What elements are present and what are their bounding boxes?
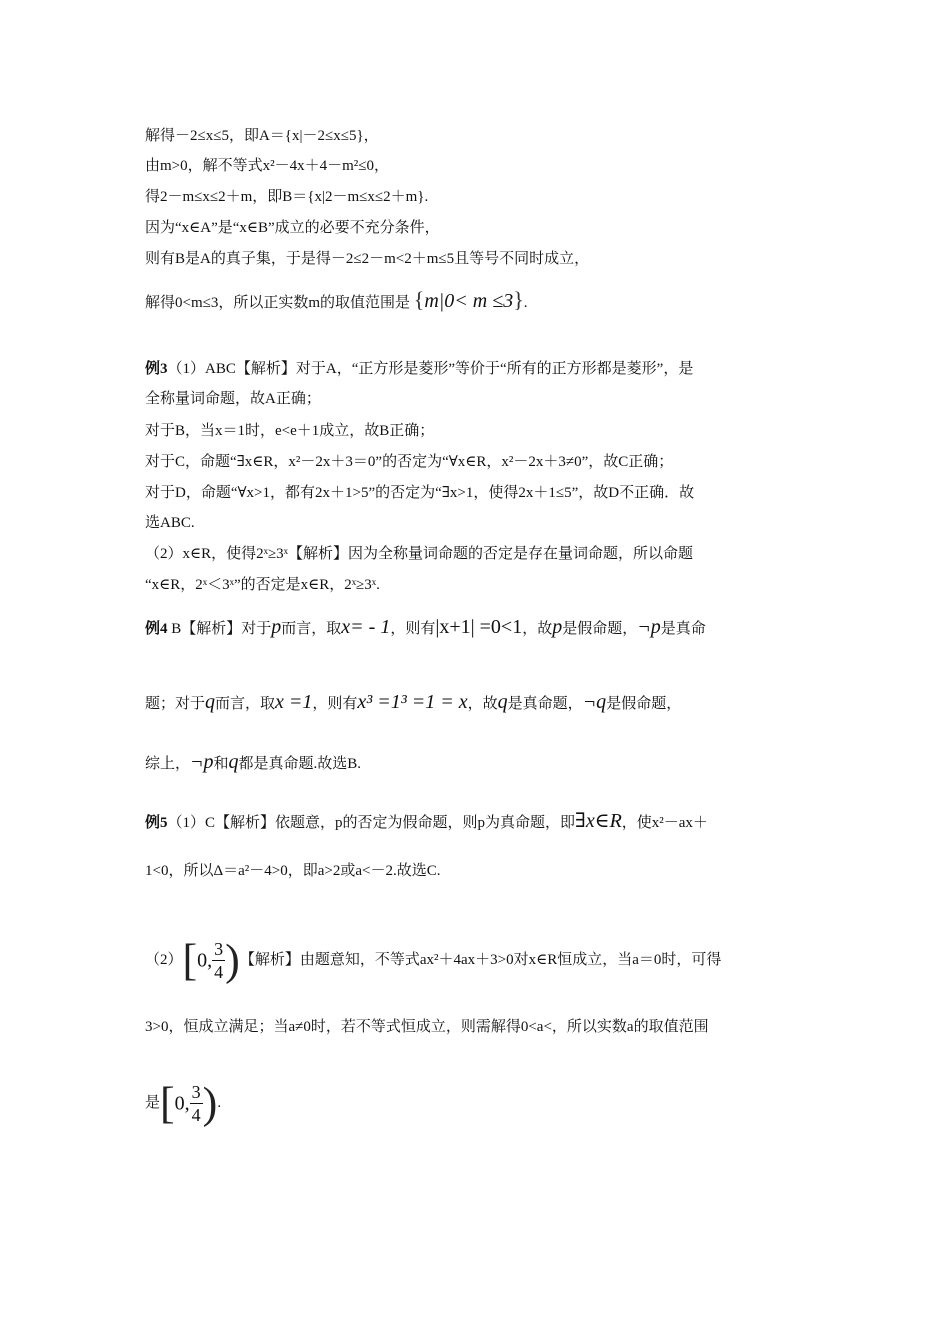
ex4-text-c1: 综上， [145, 756, 191, 772]
set-open-brace: { [413, 287, 425, 312]
fraction-3-4 [212, 938, 225, 983]
right-paren: ) [225, 935, 240, 985]
fraction-numerator-2: 3 [191, 1082, 201, 1103]
var-p-2: p [552, 616, 563, 638]
interval-left-2: 0, [174, 1092, 190, 1115]
math-x-minus-1: x= - 1 [341, 616, 391, 638]
ex4-text-b6: 是假命题， [606, 696, 682, 712]
example-3-line-7: （2）x∈R，使得2ˣ≥3ˣ【解析】因为全称量词命题的否定是存在量词命题，所以命题 [145, 546, 694, 562]
example-3-line-3: 对于B，当x＝1时，e<e＋1成立，故B正确； [145, 423, 435, 439]
example-5-line-4: 3>0，恒成立满足；当a≠0时，若不等式恒成立，则需解得0<a<，所以实数a的取值范围 [145, 1019, 709, 1035]
text-line-1: 解得－2≤x≤5，即A＝{x|－2≤x≤5}， [145, 128, 379, 144]
text-line-4: 因为“x∈A”是“x∈B”成立的必要不充分条件， [145, 220, 440, 236]
fraction-numerator: 3 [214, 939, 224, 960]
ex5-text-a2: ，使x²－ax＋ [621, 815, 708, 831]
left-bracket-2: [ [160, 1078, 175, 1128]
example-3-line-4: 对于C，命题“∃x∈R，x²－2x＋3＝0”的否定为“∀x∈R，x²－2x＋3≠0”，故C正确； [145, 454, 674, 470]
text-line-2: 由m>0，解不等式x²－4x＋4－m²≤0， [145, 158, 390, 174]
range-formula: m|0< m ≤3 [424, 290, 514, 312]
ex4-text-a1: B【解析】对于 [171, 621, 272, 637]
example-4-line-2 [145, 692, 810, 714]
var-not-p: ¬p [637, 616, 661, 638]
ex4-text-b3: ，则有 [312, 696, 358, 712]
ex5-text-d-end: . [217, 1095, 222, 1111]
var-q-2: q [497, 691, 508, 713]
ex4-text-b4: ，故 [467, 696, 498, 712]
example-3-line-1 [145, 359, 810, 379]
var-not-p-2: ¬p [190, 751, 214, 773]
example-5-line-5 [145, 1075, 810, 1132]
var-not-q: ¬q [582, 691, 607, 713]
var-p: p [271, 616, 282, 638]
right-paren-2: ) [202, 1078, 218, 1128]
line6-end: . [523, 295, 528, 311]
example-3-label: 例3 [145, 361, 168, 377]
ex5-text-a1: （1）C【解析】依题意，p的否定为假命题，则p为真命题，即 [167, 815, 576, 831]
fraction-3-4-2 [190, 1081, 203, 1126]
ex4-text-c2: 和 [213, 756, 229, 772]
math-cube-eq: x³ =1³ =1 = x [357, 691, 468, 713]
example-3-line-6: 选ABC. [145, 515, 195, 531]
example-5-line-1 [145, 811, 810, 833]
ex4-text-a3: ，则有 [390, 621, 436, 637]
example-3-text-1: （1）ABC【解析】对于A，“正方形是菱形”等价于“所有的正方形都是菱形”，是 [167, 361, 694, 377]
example-5-line-2: 1<0，所以Δ＝a²－4>0，即a>2或a<－2.故选C. [145, 863, 441, 879]
math-x-eq-1: x =1 [275, 691, 313, 713]
example-5-label: 例5 [145, 815, 168, 831]
fraction-denominator-2: 4 [191, 1105, 201, 1126]
ex4-text-c3: 都是真命题.故选B. [238, 756, 362, 772]
ex4-text-a4: ，故 [522, 621, 553, 637]
text-line-6 [145, 287, 810, 313]
left-bracket: [ [182, 935, 198, 985]
example-5-line-3 [145, 932, 810, 989]
ex4-text-a6: 是真命 [660, 621, 706, 637]
text-line-5: 则有B是A的真子集，于是得－2≤2－m<2＋m≤5且等号不同时成立， [145, 251, 590, 267]
ex4-text-b5: 是真命题， [507, 696, 583, 712]
ex4-text-a5: 是假命题， [562, 621, 638, 637]
math-abs-inequality: |x+1| =0<1 [435, 616, 523, 638]
example-3-line-8: “x∈R，2ˣ＜3ˣ”的否定是x∈R，2ˣ≥3ˣ. [145, 577, 380, 593]
example-3-line-2: 全称量词命题，故A正确； [145, 391, 321, 407]
text-line-3: 得2－m≤x≤2＋m，即B＝{x|2－m≤x≤2＋m}. [145, 189, 429, 205]
interval-left: 0, [197, 949, 213, 972]
example-4-label: 例4 [145, 621, 168, 637]
var-q: q [205, 691, 216, 713]
math-exists-x-in-r: ∃x∈R [575, 810, 622, 832]
example-4-line-1 [145, 617, 810, 639]
fraction-denominator: 4 [214, 962, 224, 983]
example-3-line-5: 对于D，命题“∀x>1，都有2x＋1>5”的否定为“∃x>1，使得2x＋1≤5”，故D不正确．故 [145, 485, 695, 501]
ex5-text-d1: 是 [145, 1095, 161, 1111]
line6-text: 解得0<m≤3，所以正实数m的取值范围是 [145, 295, 411, 311]
ex5-2-prefix: （2） [145, 952, 183, 968]
ex4-text-a2: 而言，取 [281, 621, 342, 637]
set-close-brace: } [513, 287, 524, 312]
ex4-text-b1: 题；对于 [145, 696, 206, 712]
example-4-line-3 [145, 752, 810, 774]
var-q-3: q [228, 751, 239, 773]
ex5-2-text: 【解析】由题意知，不等式ax²＋4ax＋3>0对x∈R恒成立，当a＝0时，可得 [239, 952, 722, 968]
ex4-text-b2: 而言，取 [215, 696, 276, 712]
